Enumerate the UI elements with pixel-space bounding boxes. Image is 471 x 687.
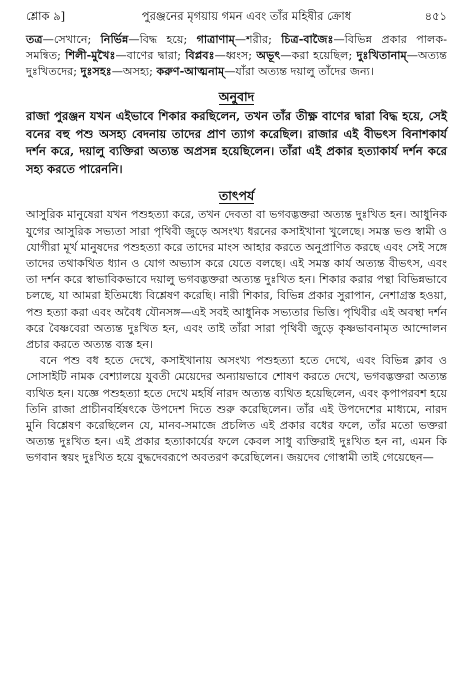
gloss-term: করুণ-আত্মনাম্: [156, 63, 225, 78]
gloss-meaning: —বিদ্ধ হয়ে;: [128, 33, 197, 46]
gloss-term: দুঃসহঃ: [80, 63, 112, 78]
gloss-term: দুঃখিতানাম্: [356, 47, 407, 62]
translation-text: রাজা পুরঞ্জন যখন এইভাবে শিকার করছিলেন, তখন তাঁর তীক্ষ্ণ বাণের দ্বারা বিদ্ধ হয়ে, সেই বনের বহু পশু অসহ্য বেদনায় তাদের প্রাণ ত্যাগ করেছিল। রাজার এই বীভৎস বিনাশকার্য দর্শন করে, দয়ালু ব্যক্তিরা অত্যন্ত অপ্রসন্ন হয়েছিলেন। তাঁরা এই প্রকার হত্যাকার্য দর্শন করে সহ্য করতে পারেননি।: [26, 109, 447, 176]
gloss-meaning: —করা হয়েছিল;: [280, 48, 357, 62]
word-for-word-gloss: [26, 32, 447, 79]
gloss-term: নির্ভিন্ন: [100, 32, 129, 46]
chapter-title: পুরঞ্জনের মৃগয়ায় গমন এবং তাঁর মহিষীর ক্রোধ: [141, 9, 352, 23]
gloss-term: তত্র: [26, 32, 43, 46]
gloss-term: অভূৎ: [256, 47, 281, 62]
purport-paragraph: বনে পশু বধ হতে দেখে, কসাইখানায় অসংখ্য পশুহত্যা হতে দেখে, এবং বিভিন্ন ক্লাব ও সোসাইটি নামক বেশ্যালয়ে যুবতী মেয়েদের অন্যায়ভাবে শোষণ করতে দেখে, ভগবদ্ভক্তরা অত্যন্ত ব্যথিত হন। যজ্ঞে পশুহত্যা হতে দেখে মহর্ষি নারদ অত্যন্ত ব্যথিত হয়েছিলেন, এবং কৃপাপরবশ হয়ে তিনি রাজা প্রাচীনবর্হিষৎকে উপদেশ দিতে শুরু করেছিলেন। তাঁর এই উপদেশের মাধ্যমে, নারদ মুনি বিশ্লেষণ করেছিলেন যে, মানব-সমাজে প্রচলিত এই প্রকার বধের ফলে, তাঁর মতো ভক্তরা অত্যন্ত দুঃখিত হন। এই প্রকার হত্যাকার্যের ফলে কেবল সাধু ব্যক্তিরাই দুঃখিত হন না, এমন কি ভগবান স্বয়ং দুঃখিত হয়ে বুদ্ধদেবরূপে অবতরণ করেছিলেন। জয়দেব গোস্বামী তাই গেয়েছেন—: [26, 354, 447, 465]
verse-reference: শ্লোক ৯]: [26, 9, 66, 23]
gloss-term: বিপ্লবঃ: [185, 47, 215, 62]
gloss-meaning: —বাণের দ্বারা;: [115, 48, 186, 62]
page-number: ৪৫১: [424, 9, 447, 23]
gloss-meaning: —অসহ্য;: [111, 64, 157, 78]
gloss-term: গাত্রাণাম্: [196, 32, 235, 46]
running-header: [26, 4, 447, 28]
purport-paragraph: আসুরিক মানুষেরা যখন পশুহত্যা করে, তখন দেবতা বা ভগবদ্ভক্তরা অত্যন্ত দুঃখিত হন। আধুনিক যুগের আসুরিক সভ্যতা সারা পৃথিবী জুড়ে অসংখ্য ধরনের কসাইখানা খুলেছে। সমস্ত ভণ্ড স্বামী ও যোগীরা মূর্খ মানুষদের পশুহত্যা করে তাদের মাংস আহার করতে অনুপ্রাণিত করছে এবং সেই সঙ্গে তাদের তথাকথিত ধ্যান ও যোগ অভ্যাস করে যেতে বলছে। এই সমস্ত কার্য অত্যন্ত বীভৎস, এবং তা দর্শন করে স্বাভাবিকভাবে দয়ালু ভগবদ্ভক্তরা অত্যন্ত দুঃখিত হন। শিকার করার পন্থা বিভিন্নভাবে চলছে, যা আমরা ইতিমধ্যে বিশ্লেষণ করেছি। নারী শিকার, বিভিন্ন প্রকার সুরাপান, নেশাগ্রস্ত হওয়া, পশু হত্যা করা এবং অবৈধ যৌনসঙ্গ—এই সবই আধুনিক সভ্যতার ভিত্তি। পৃথিবীর এই অবস্থা দর্শন করে বৈষ্ণবেরা অত্যন্ত দুঃখিত হন, এবং তাই তাঁরা সারা পৃথিবী জুড়ে কৃষ্ণভাবনামৃত আন্দোলন প্রচার করতে অত্যন্ত ব্যস্ত হন।: [26, 208, 447, 352]
purport-heading: তাৎপর্য: [218, 188, 255, 204]
gloss-meaning: —সেখানে;: [42, 33, 101, 46]
gloss-meaning: —যাঁরা অত্যন্ত দয়ালু তাঁদের জন্য।: [224, 64, 374, 78]
gloss-meaning: —অত্যন্ত দুঃখিতদের;: [26, 48, 447, 78]
gloss-meaning: —বিভিন্ন প্রকার পালক-সমন্বিত;: [26, 33, 447, 62]
gloss-meaning: —ধ্বংস;: [214, 48, 257, 62]
translation-heading: অনুবাদ: [218, 89, 255, 105]
gloss-term: শিলী-মুখৈঃ: [65, 47, 116, 62]
gloss-term: চিত্র-বাজৈঃ: [281, 32, 334, 46]
gloss-meaning: —শরীর;: [234, 33, 282, 46]
purport-body: [26, 207, 447, 466]
